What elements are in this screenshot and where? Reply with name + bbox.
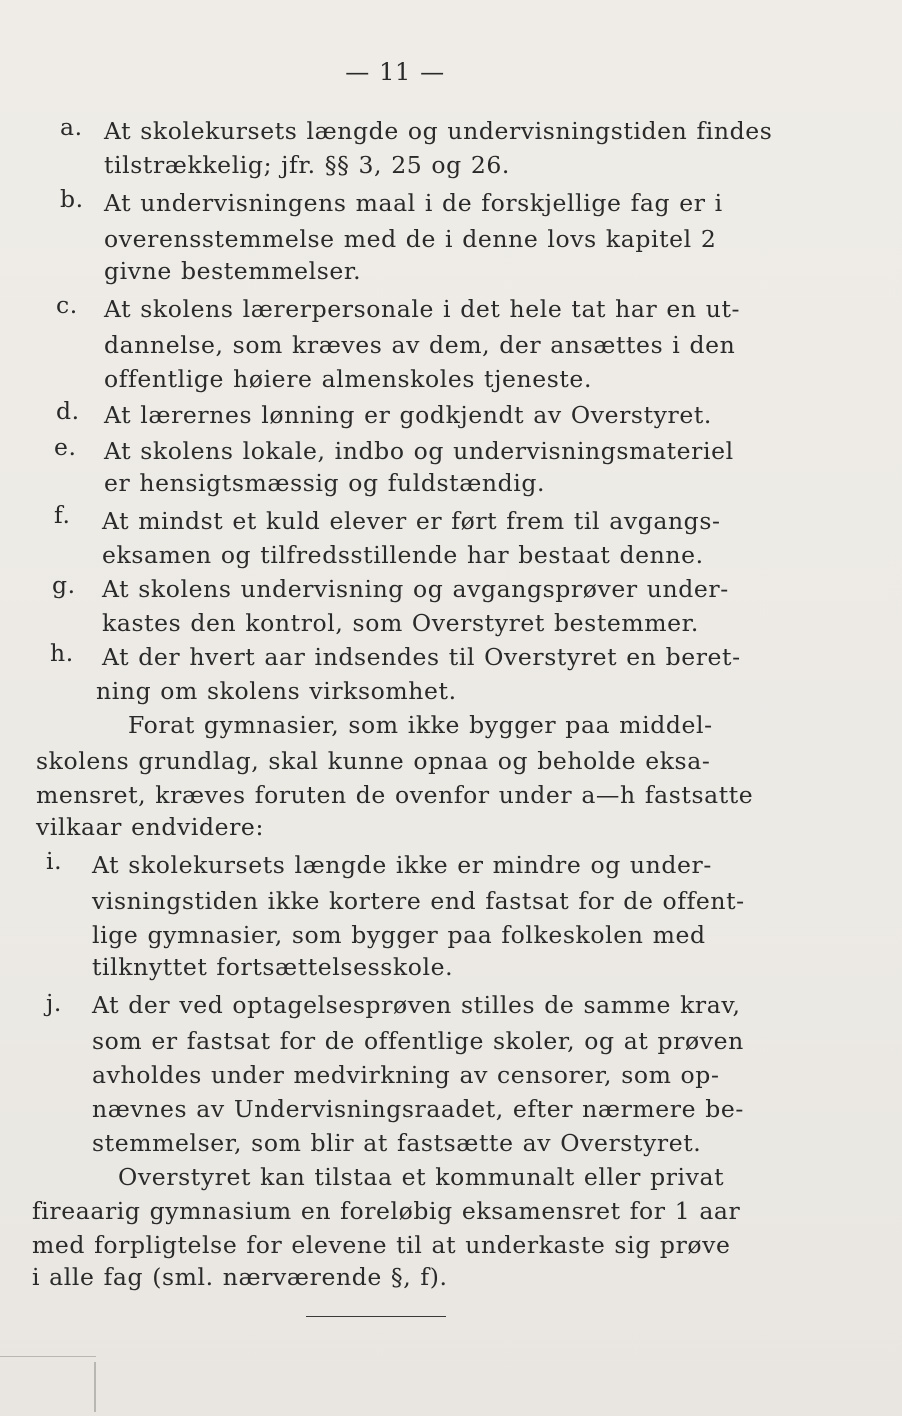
item-a-line-1: At skolekursets længde og undervisningstiden findes	[104, 117, 773, 145]
item-i-line-2: visningstiden ikke kortere end fastsat for de offent-	[92, 887, 745, 915]
scan-mark-horizontal	[0, 1356, 96, 1357]
item-g-line-2: kastes den kontrol, som Overstyret bestemmer.	[102, 609, 699, 637]
item-label-h: h.	[50, 639, 74, 667]
item-i-line-3: lige gymnasier, som bygger paa folkeskolen med	[92, 921, 706, 949]
item-label-c: c.	[56, 291, 78, 319]
item-label-g: g.	[52, 571, 76, 599]
scan-mark-vertical	[94, 1362, 96, 1412]
item-label-b: b.	[60, 185, 84, 213]
item-d-line-1: At lærernes lønning er godkjendt av Overstyret.	[104, 401, 712, 429]
paragraph-1-line-2: skolens grundlag, skal kunne opnaa og beholde eksa-	[36, 747, 711, 775]
paragraph-2-line-4: i alle fag (sml. nærværende §, f).	[32, 1263, 448, 1291]
paragraph-2-line-3: med forpligtelse for elevene til at underkaste sig prøve	[32, 1231, 731, 1259]
item-j-line-4: nævnes av Undervisningsraadet, efter nærmere be-	[92, 1095, 744, 1123]
paragraph-1-line-3: mensret, kræves foruten de ovenfor under a—h fastsatte	[36, 781, 754, 809]
item-b-line-1: At undervisningens maal i de forskjellige fag er i	[104, 189, 723, 217]
item-i-line-1: At skolekursets længde ikke er mindre og under-	[92, 851, 712, 879]
paragraph-2-line-1: Overstyret kan tilstaa et kommunalt eller privat	[118, 1163, 725, 1191]
item-f-line-1: At mindst et kuld elever er ført frem til avgangs-	[102, 507, 721, 535]
item-a-line-2: tilstrækkelig; jfr. §§ 3, 25 og 26.	[104, 151, 510, 179]
item-e-line-2: er hensigtsmæssig og fuldstændig.	[104, 469, 546, 497]
item-c-line-1: At skolens lærerpersonale i det hele tat har en ut-	[104, 295, 741, 323]
item-j-line-2: som er fastsat for de offentlige skoler, og at prøven	[92, 1027, 744, 1055]
item-h-line-1: At der hvert aar indsendes til Overstyret en beret-	[102, 643, 741, 671]
item-label-j: j.	[46, 989, 62, 1017]
item-b-line-3: givne bestemmelser.	[104, 257, 362, 285]
item-b-line-2: overensstemmelse med de i denne lovs kapitel 2	[104, 225, 717, 253]
item-h-line-2: ning om skolens virksomhet.	[96, 677, 457, 705]
item-label-d: d.	[56, 397, 80, 425]
item-c-line-3: offentlige høiere almenskoles tjeneste.	[104, 365, 593, 393]
item-f-line-2: eksamen og tilfredsstillende har bestaat denne.	[102, 541, 704, 569]
page-number: — 11 —	[345, 58, 445, 86]
item-e-line-1: At skolens lokale, indbo og undervisningsmateriel	[104, 437, 734, 465]
item-g-line-1: At skolens undervisning og avgangsprøver under-	[102, 575, 729, 603]
end-rule	[306, 1316, 446, 1317]
item-label-a: a.	[60, 113, 83, 141]
paragraph-1-line-4: vilkaar endvidere:	[36, 813, 264, 841]
item-i-line-4: tilknyttet fortsættelsesskole.	[92, 953, 454, 981]
item-label-f: f.	[54, 501, 71, 529]
paragraph-2-line-2: fireaarig gymnasium en foreløbig eksamensret for 1 aar	[32, 1197, 741, 1225]
item-j-line-5: stemmelser, som blir at fastsætte av Overstyret.	[92, 1129, 702, 1157]
item-label-i: i.	[46, 847, 63, 875]
item-label-e: e.	[54, 433, 77, 461]
item-j-line-3: avholdes under medvirkning av censorer, som op-	[92, 1061, 720, 1089]
paragraph-1-line-1: Forat gymnasier, som ikke bygger paa middel-	[128, 711, 713, 739]
item-c-line-2: dannelse, som kræves av dem, der ansættes i den	[104, 331, 736, 359]
item-j-line-1: At der ved optagelsesprøven stilles de samme krav,	[92, 991, 741, 1019]
